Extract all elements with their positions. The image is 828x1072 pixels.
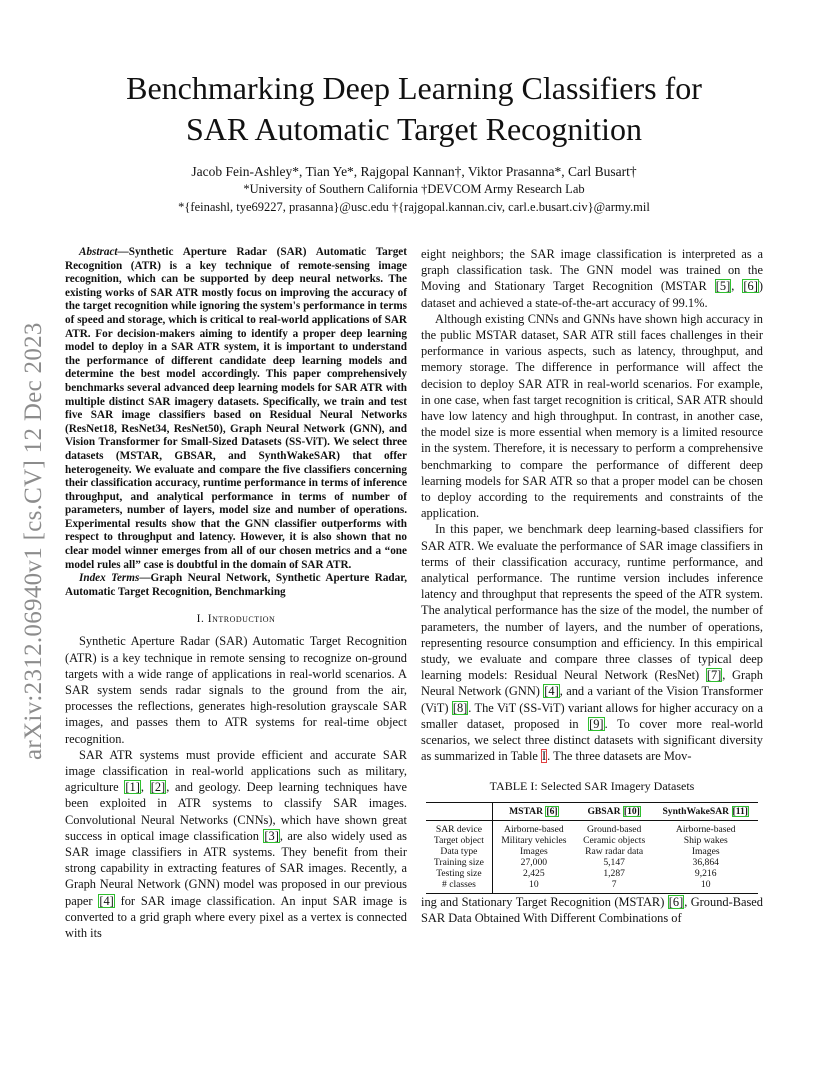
intro-paragraph-2: SAR ATR systems must provide efficient and accurate SAR image classification in real-world applications such as military, agriculture [1], [2], and geology. Deep learning techniques have been exploited in ATR systems to classify SAR images. Convolutional Neural Networks (CNNs), which have shown great success in optical image classification [3], are also widely used as SAR image classifiers in ATR systems. They benefit from their strong capability in extracting features of SAR images. Recently, a Graph Neural Network (GNN) model was proposed in our previous paper [4] for SAR image classification. An input SAR image is converted to a grid graph where every pixel as a vertex is connected with its bbox=[65, 747, 408, 941]
table-reference-link[interactable]: I bbox=[542, 749, 547, 764]
citation-link[interactable]: [4] bbox=[544, 684, 559, 699]
table-row: Training size 27,000 5,147 36,864 bbox=[426, 857, 758, 868]
citation-link[interactable]: [5] bbox=[715, 279, 731, 294]
intro-paragraph-4: In this paper, we benchmark deep learning-based classifiers for SAR ATR. We evaluate the performance of SAR image classifiers in terms of their classification accuracy, runtime performance, and analytical performance. The runtime version includes inference latency and throughput that represents the speed of the ATR system. The analytical performance has the size of the model, the number of parameters, the number of layers, and the number of operations, representing resource consumption and efficiency. In this empirical study, we evaluate and compare three classes of typical deep learning models: Residual Neural Network (ResNet) [7], Graph Neural Network (GNN) [4], and a variant of the Vision Transformer (ViT) [8]. The ViT (SS-ViT) variant allows for higher accuracy on a smaller dataset, proposed in [9]. To cover more real-world scenarios, we select three distinct datasets with significant diversity as summarized in Table I. The three datasets are Mov- bbox=[421, 522, 763, 764]
title-line-2: SAR Automatic Target Recognition bbox=[185, 111, 643, 147]
intro-paragraph-3: Although existing CNNs and GNNs have shown high accuracy in the public MSTAR dataset, SAR ATR still faces challenges in their performance in various aspects, such as latency, throughput, and memory storage. The difference in performance will affect the decision to deploy SAR ATR in real-world scenarios. For example, in one case, when fast target recognition is critical, SAR ATR should have low latency and high throughput. In contrast, in another case, the model size is more essential when memory is a limited resource in the system. Therefore, it is necessary to perform a comprehensive benchmarking to compare the performance of different deep learning models for SAR ATR so that a proper model can be chosen to deploy according to the requirements and constraints of the application. bbox=[421, 311, 763, 521]
table-header-row bbox=[426, 802, 758, 820]
citation-link[interactable]: [6] bbox=[743, 279, 758, 294]
datasets-table bbox=[426, 802, 758, 894]
section-heading-introduction: I. Introduction bbox=[196, 613, 276, 626]
citation-link[interactable]: [6] bbox=[546, 805, 558, 817]
index-terms-text: —Graph Neural Network, Synthetic Aperture Radar, Automatic Target Recognition, Benchmarking bbox=[65, 572, 407, 598]
table-row: SAR device Airborne-based Ground-based Airborne-based bbox=[426, 820, 758, 835]
author-list: Jacob Fein-Ashley*, Tian Ye*, Rajgopal Kannan†, Viktor Prasanna*, Carl Busart† bbox=[191, 164, 637, 179]
table-header-gbsar: GBSAR [10] bbox=[575, 802, 654, 820]
intro-paragraph-4-continued: ing and Stationary Target Recognition (MSTAR) [6], Ground-Based SAR Data Obtained With Different Combinations of bbox=[421, 894, 763, 925]
table-row: # classes 10 7 10 bbox=[426, 879, 758, 894]
citation-link[interactable]: [8] bbox=[452, 700, 468, 715]
citation-link[interactable]: [10] bbox=[623, 805, 640, 817]
left-column bbox=[65, 246, 407, 941]
right-column bbox=[421, 246, 763, 926]
citation-link[interactable]: [1] bbox=[125, 780, 140, 795]
table-row: Testing size 2,425 1,287 9,216 bbox=[426, 868, 758, 879]
citation-link[interactable]: [7] bbox=[706, 668, 722, 683]
paper-title bbox=[60, 68, 768, 150]
arxiv-identifier-stamp: arXiv:2312.06940v1 [cs.CV] 12 Dec 2023 bbox=[20, 322, 47, 760]
table-header-mstar: MSTAR [6] bbox=[492, 802, 575, 820]
index-terms-label: Index Terms bbox=[79, 572, 140, 585]
abstract-text: —Synthetic Aperture Radar (SAR) Automatic Target Recognition (ATR) is a key technique of remote-sensing image recognition, which can be supported by deep neural networks. The existing works of SAR ATR mostly focus on improving the accuracy of the target recognition while ignoring the system's performance in terms of speed and storage, which is critical to real-world applications of SAR ATR. For decision-makers aiming to identify a proper deep learning model to deploy in a SAR ATR system, it is important to understand the performance of different candidate deep learning models and determine the best model accordingly. This paper comprehensively benchmarks several advanced deep learning models for SAR ATR with multiple distinct SAR imagery datasets. Specifically, we train and test five SAR image classifiers based on Residual Neural Networks (ResNet18, ResNet34, ResNet50), Graph Neural Network (GNN), and Vision Transformer for Small-Sized Datasets (SS-ViT). We select three datasets (MSTAR, GBSAR, and SynthWakeSAR) that offer heterogeneity. We evaluate and compare the five classifiers concerning their classification accuracy, runtime performance in terms of inference throughput, and analytical performance in terms of number of parameters, number of layers, model size and number of operations. Experimental results show that the GNN classifier outperforms with respect to throughput and latency. However, it is also shown that no clear model winner emerges from all of our chosen metrics and a “one model rules all” case is doubtful in the domain of SAR ATR. bbox=[65, 246, 407, 571]
intro-paragraph-1: Synthetic Aperture Radar (SAR) Automatic Target Recognition (ATR) is a key technique in remote sensing to recognize on-ground targets with a wide range of applications in real-world scenarios. A SAR system sends radar signals to the ground from the air, processes the reflections, generates high-resolution grayscale SAR images, and passes them to ATR systems for real-time object recognition. bbox=[65, 634, 407, 746]
citation-link[interactable]: [2] bbox=[150, 780, 166, 795]
abstract-label: Abstract bbox=[79, 246, 118, 258]
citation-link[interactable]: [3] bbox=[264, 828, 279, 843]
title-line-1: Benchmarking Deep Learning Classifiers for bbox=[126, 70, 702, 106]
table-row: Data type Images Raw radar data Images bbox=[426, 846, 758, 857]
citation-link[interactable]: [11] bbox=[732, 805, 748, 817]
index-terms bbox=[65, 572, 407, 599]
citation-link[interactable]: [6] bbox=[668, 894, 684, 909]
affiliations: *University of Southern California †DEVCOM Army Research Lab bbox=[243, 182, 585, 196]
citation-link[interactable]: [9] bbox=[589, 716, 604, 731]
table-header-blank bbox=[426, 802, 492, 820]
table-row: Target object Military vehicles Ceramic objects Ship wakes bbox=[426, 835, 758, 846]
abstract bbox=[65, 246, 407, 572]
citation-link[interactable]: [4] bbox=[99, 893, 114, 908]
intro-paragraph-2-continued: eight neighbors; the SAR image classification is interpreted as a graph classification task. The GNN model was trained on the Moving and Stationary Target Recognition (MSTAR [5], [6]) dataset and achieved a state-of-the-art accuracy of 99.1%. bbox=[421, 247, 763, 310]
author-emails: *{feinashl, tye69227, prasanna}@usc.edu †{rajgopal.kannan.civ, carl.e.busart.civ}@army.mil bbox=[178, 200, 650, 214]
table-header-synthwakesar: SynthWakeSAR [11] bbox=[653, 802, 758, 820]
table-caption: TABLE I: Selected SAR Imagery Datasets bbox=[489, 778, 695, 793]
